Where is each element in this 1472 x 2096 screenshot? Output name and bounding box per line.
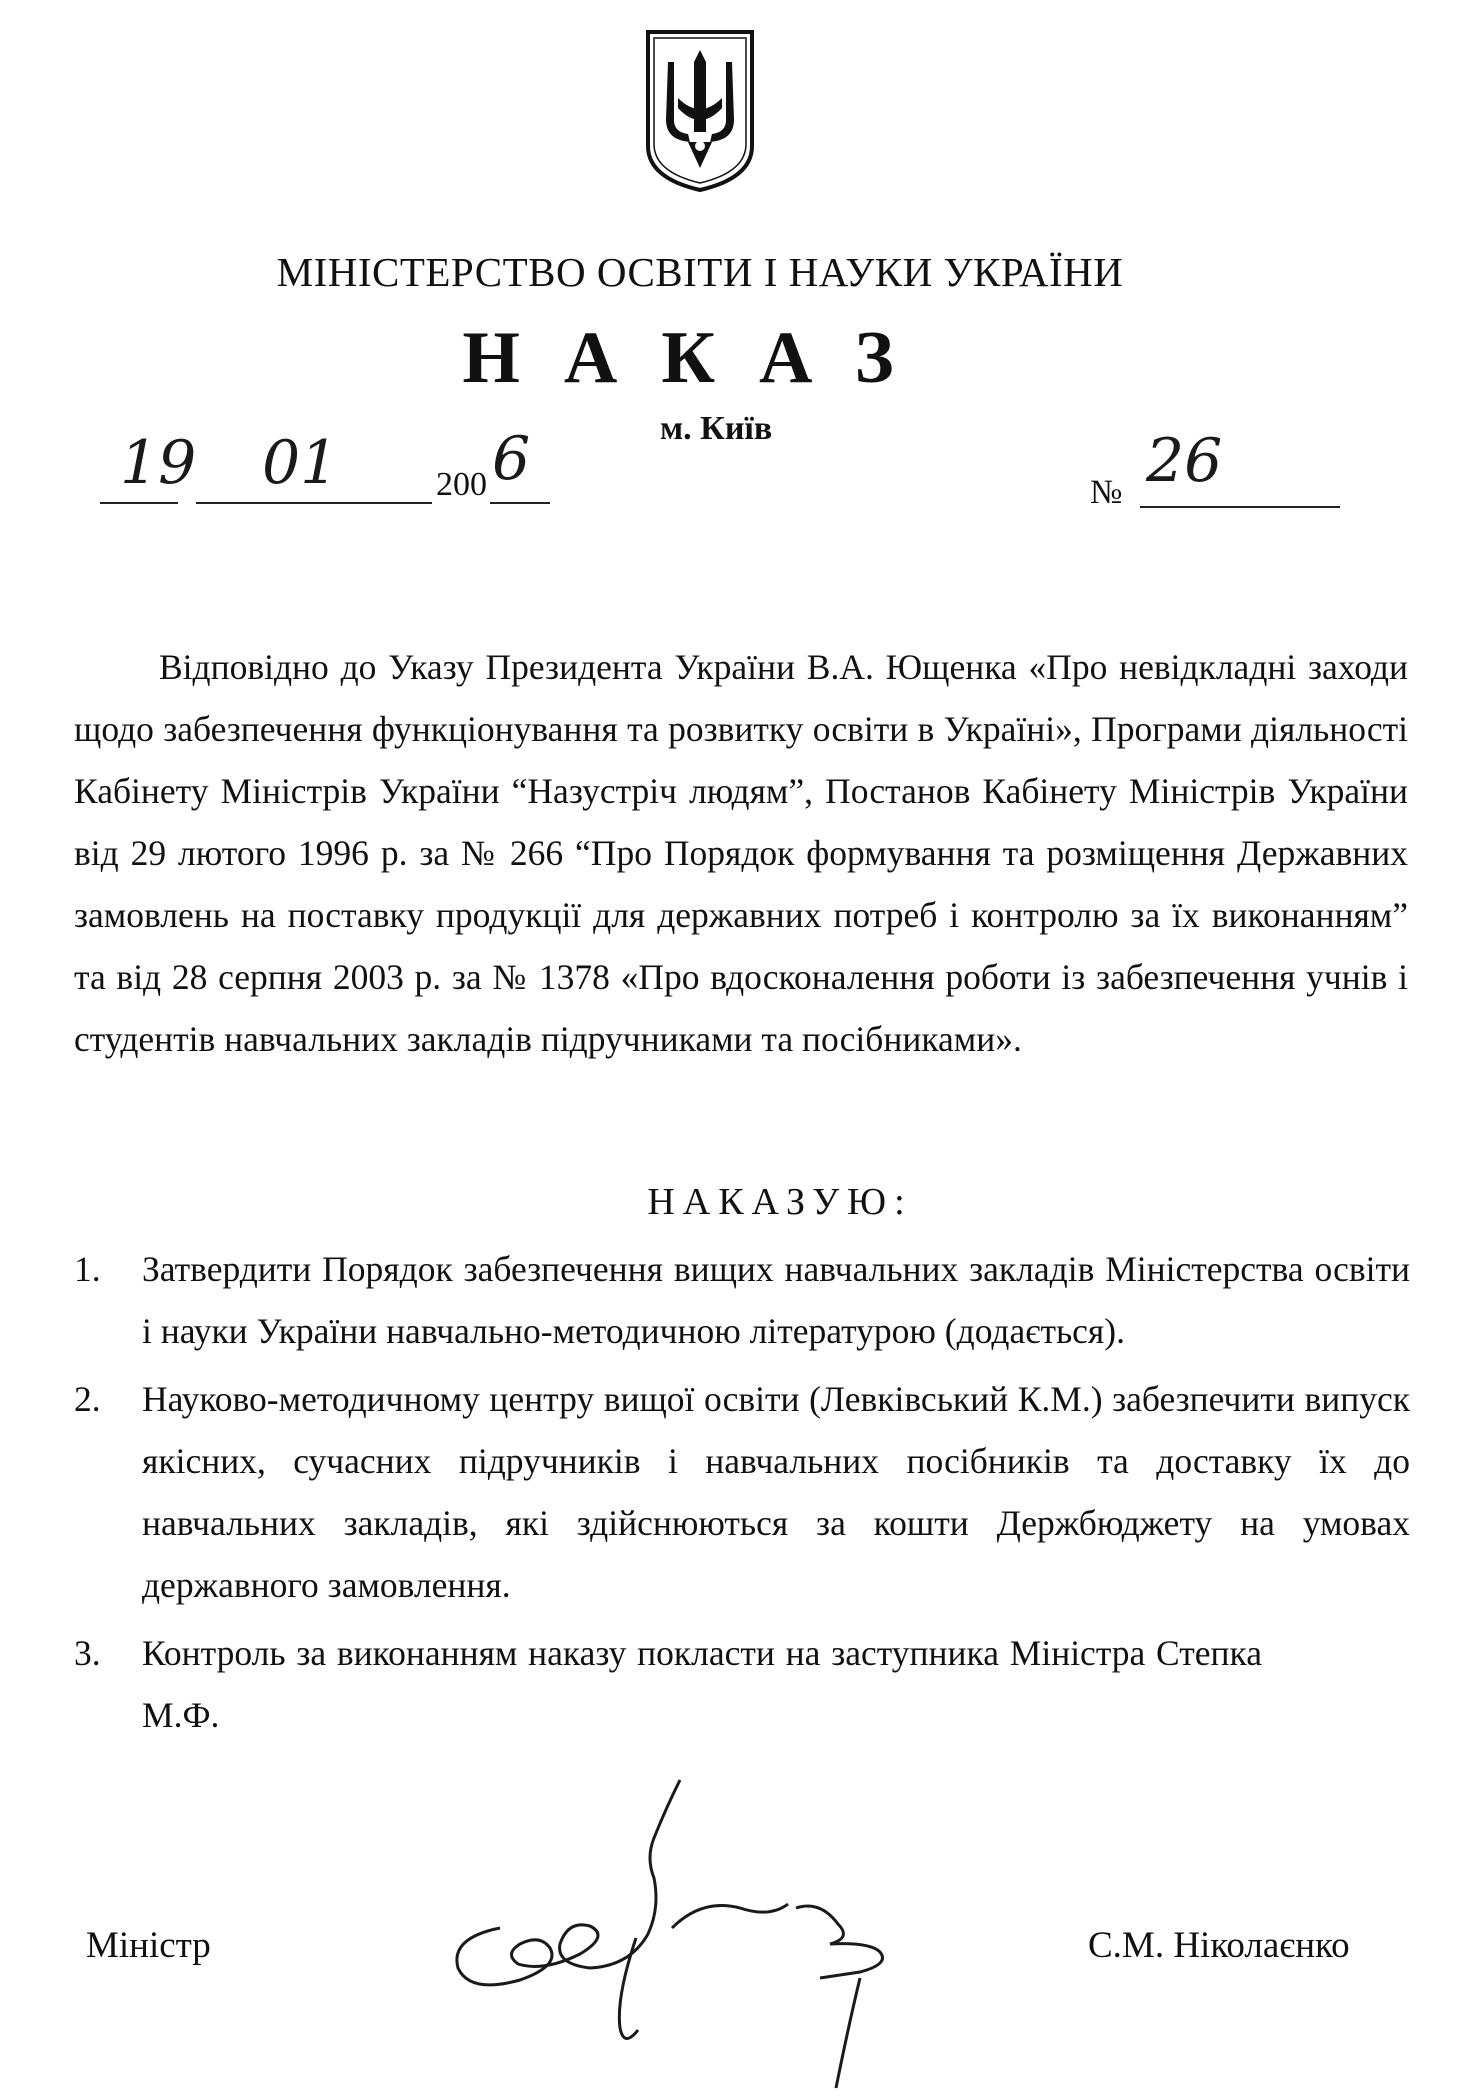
- item-text: Контроль за виконанням наказу покласти на заступника Міністра Степка М.Ф.: [142, 1633, 1262, 1735]
- handwritten-signature: [440, 1768, 1000, 2096]
- date-year-suffix: 6: [492, 424, 531, 494]
- order-items-list: [70, 1238, 1410, 1752]
- document-type-title: НАКАЗ: [462, 317, 938, 399]
- number-sign: №: [1090, 474, 1123, 511]
- date-day-underline: [100, 502, 178, 504]
- date-month: 01: [262, 428, 339, 498]
- decree-heading: НАКАЗУЮ:: [647, 1181, 913, 1223]
- item-number: 1.: [74, 1249, 101, 1289]
- trident-emblem-icon: [644, 28, 756, 194]
- item-text: Затвердити Порядок забезпечення вищих навчальних закладів Міністерства освіти і науки України навчально-методичною літературою (додається).: [142, 1249, 1410, 1351]
- item-number: 3.: [74, 1633, 101, 1673]
- item-number: 2.: [74, 1379, 101, 1419]
- list-item: [70, 1238, 1410, 1362]
- date-year-prefix: 200: [436, 466, 487, 503]
- date-day: 19: [120, 428, 197, 498]
- date-month-underline: [196, 502, 432, 504]
- preamble-paragraph: Відповідно до Указу Президента України В.А. Ющенка «Про невідкладні заходи щодо забезпечення функціонування та розвитку освіти в Україні», Програми діяльності Кабінету Міністрів України “Назустріч людям”, Постанов Кабінету Міністрів України від 29 лютого 1996 р. за № 266 “Про Порядок формування та розміщення Державних замовлень на поставку продукції для державних потреб і контролю за їх виконанням” та від 28 серпня 2003 р. за № 1378 «Про вдосконалення роботи із забезпечення учнів і студентів навчальних закладів підручниками та посібниками».: [74, 647, 1408, 1059]
- signatory-name: С.М. Ніколаєнко: [1088, 1925, 1350, 1966]
- date-year-underline: [490, 502, 550, 504]
- ministry-name: МІНІСТЕРСТВО ОСВІТИ І НАУКИ УКРАЇНИ: [276, 249, 1124, 295]
- list-item: [70, 1622, 1410, 1746]
- item-text: Науково-методичному центру вищої освіти (Левківський К.М.) забезпечити випуск якісних, сучасних підручників і навчальних посібників та доставку їх до навчальних закладів, які здійснюються за кошти Держбюджету на умовах державного замовлення.: [142, 1379, 1410, 1605]
- list-item: [70, 1368, 1410, 1616]
- order-number: 26: [1146, 426, 1223, 496]
- city-label: м. Київ: [660, 410, 773, 447]
- number-underline: [1140, 506, 1340, 508]
- signatory-title: Міністр: [86, 1925, 211, 1966]
